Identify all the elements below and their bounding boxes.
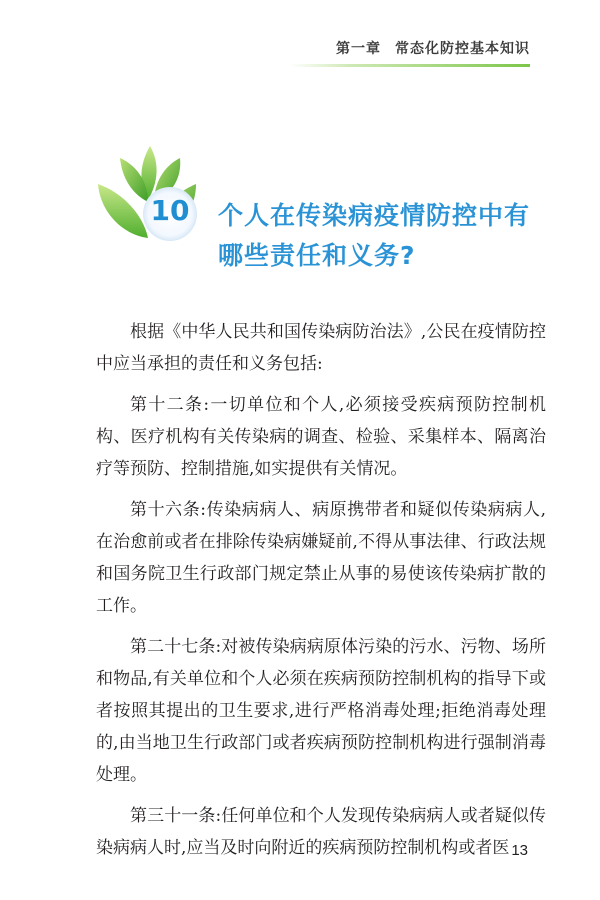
question-title — [218, 196, 548, 276]
leaf-badge-icon — [92, 138, 202, 248]
chapter-title: 常态化防控基本知识 — [395, 41, 530, 57]
paragraph-article-31: 第三十一条:任何单位和个人发现传染病病人或者疑似传染病病人时,应当及时向附近的疾病预防控制机构或者医 — [96, 806, 546, 858]
page-number: 13 — [511, 842, 528, 859]
question-title-line-2: 哪些责任和义务? — [218, 241, 416, 270]
body-text — [96, 316, 546, 873]
paragraph-article-27: 第二十七条:对被传染病病原体污染的污水、污物、场所和物品,有关单位和个人必须在疾病预防控制机构的指导下或者按照其提出的卫生要求,进行严格消毒处理;拒绝消毒处理的,由当地卫生行政部门或者疾病预防控制机构进行强制消毒处理。 — [96, 637, 546, 785]
paragraph-intro: 根据《中华人民共和国传染病防治法》,公民在疫情防控中应当承担的责任和义务包括: — [96, 322, 546, 374]
chapter-header — [336, 38, 530, 58]
question-number: 10 — [150, 194, 190, 227]
question-title-line-1: 个人在传染病疫情防控中有 — [218, 201, 531, 230]
paragraph-article-12: 第十二条:一切单位和个人,必须接受疾病预防控制机构、医疗机构有关传染病的调查、检验、采集样本、隔离治疗等预防、控制措施,如实提供有关情况。 — [96, 395, 546, 479]
paragraph-article-16: 第十六条:传染病病人、病原携带者和疑似传染病病人,在治愈前或者在排除传染病嫌疑前,不得从事法律、行政法规和国务院卫生行政部门规定禁止从事的易使该传染病扩散的工作。 — [96, 500, 546, 616]
chapter-number: 第一章 — [336, 41, 381, 57]
header-rule — [290, 64, 530, 67]
